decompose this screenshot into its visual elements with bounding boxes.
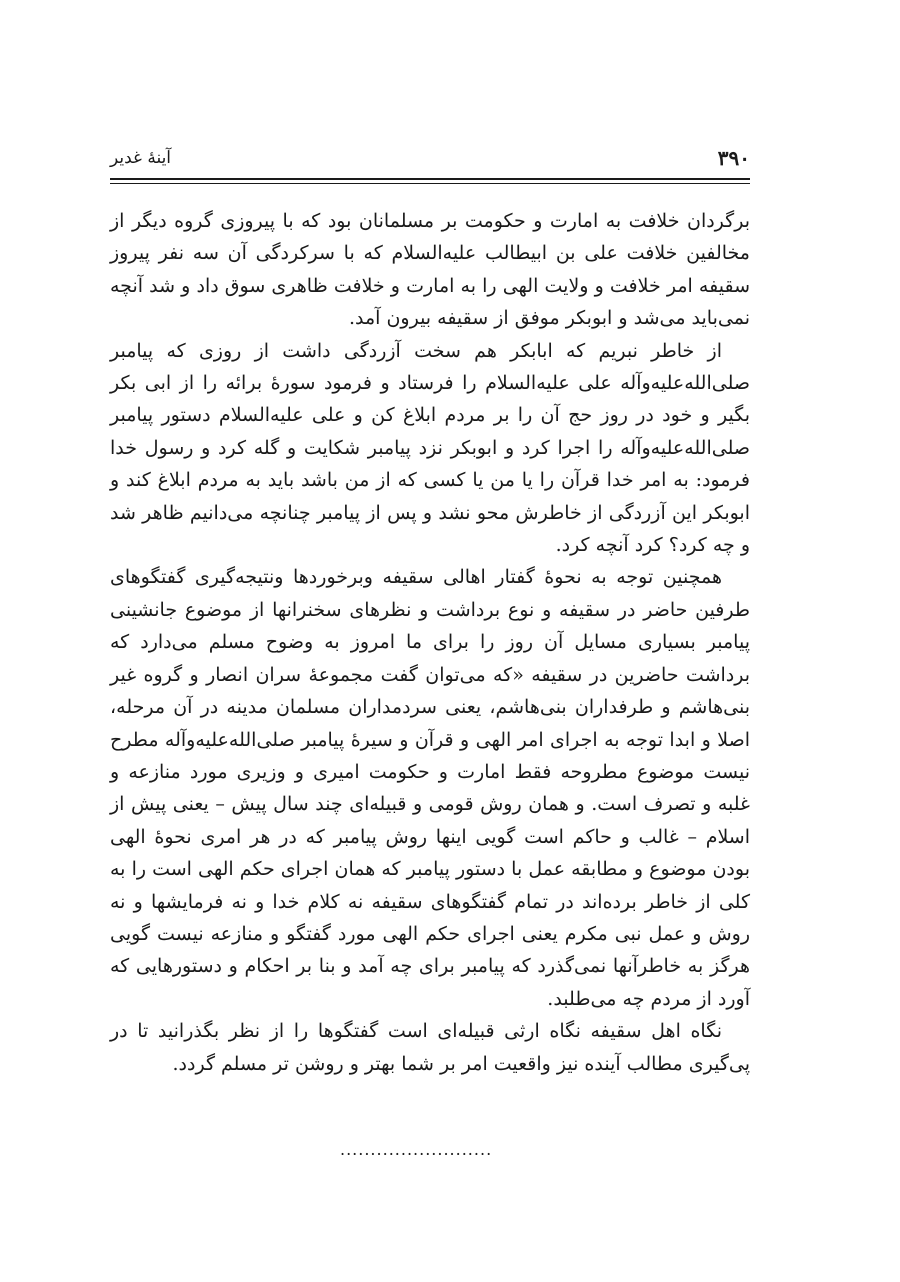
page-header xyxy=(110,142,750,176)
paragraph-1: برگردان خلافت به امارت و حکومت بر مسلمانان بود که با پیروزی گروه دیگر از مخالفین خلافت علی بن ابیطالب علیه‌السلام که با سرکردگی آن سه نفر پیروز سقیفه امر خلافت و ولایت الهی را به امارت و خلافت ظاهری سوق داد و شد آنچه نمی‌باید می‌شد و ابوبکر موفق از سقیفه بیرون آمد. xyxy=(110,210,750,330)
section-separator: ......................... xyxy=(340,1140,493,1159)
page-number: ۳۹۰ xyxy=(717,146,750,170)
body-text xyxy=(110,205,750,1080)
header-rule-thick xyxy=(110,178,750,180)
paragraph-3: همچنین توجه به نحوهٔ گفتار اهالی سقیفه وبرخوردها ونتیجه‌گیری گفتگوهای طرفین حاضر در سقیفه و نوع برداشت و نظرهای سخنرانها از موضوع جانشینی پیامبر بسیاری مسایل آن روز را برای ما امروز به وضوح مسلم می‌دارد که برداشت حاضرین در سقیفه «که می‌توان گفت مجموعهٔ سران انصار و گروه غیر بنی‌هاشم و طرفداران بنی‌هاشم، یعنی سردمداران مسلمان مدینه در آن مرحله، اصلا و ابدا توجه به اجرای امر الهی و قرآن و سیرهٔ پیامبر صلی‌الله‌علیه‌وآله مطرح نیست موضوع مطروحه فقط امارت و حکومت امیری و وزیری مورد منازعه و غلبه و تصرف است. و همان روش قومی و قبیله‌ای چند سال پیش – یعنی پیش از اسلام – غالب و حاکم است گویی اینها روش پیامبر که در هر امری نحوهٔ الهی بودن موضوع و مطابقه عمل با دستور پیامبر که همان اجرای حکم الهی است را به کلی از خاطر برده‌اند در تمام گفتگوهای سقیفه نه کلام خدا و نه فرمایشها و نه روش و عمل نبی مکرم یعنی اجرای حکم الهی مورد گفتگو و منازعه نیست گویی هرگز به خاطرآنها نمی‌گذرد که پیامبر برای چه آمد و بنا بر احکام و دستورهایی که آورد از مردم چه می‌طلبد. xyxy=(110,566,750,1010)
paragraph-4: نگاه اهل سقیفه نگاه ارثی قبیله‌ای است گفتگوها را از نظر بگذرانید تا در پی‌گیری مطالب آینده نیز واقعیت امر بر شما بهتر و روشن تر مسلم گردد. xyxy=(110,1020,750,1075)
paragraph-2: از خاطر نبریم که ابابکر هم سخت آزردگی داشت از روزی که پیامبر صلی‌الله‌علیه‌وآله علی علیه‌السلام را فرستاد و فرمود سورهٔ برائه را از ابی بکر بگیر و خود در روز حج آن را بر مردم ابلاغ کن و علی علیه‌السلام دستور پیامبر صلی‌الله‌علیه‌وآله را اجرا کرد و ابوبکر نزد پیامبر شکایت و گله کرد و رسول خدا فرمود: به امر خدا قرآن را یا من یا کسی که از من باشد باید به مردم ابلاغ کند و ابوبکر این آزردگی از خاطرش محو نشد و پس از پیامبر چنانچه می‌دانیم ظاهر شد و چه کرد؟ کرد آنچه کرد. xyxy=(110,339,750,557)
header-rule-thin xyxy=(110,183,750,184)
running-title: آینهٔ غدیر xyxy=(110,148,172,168)
